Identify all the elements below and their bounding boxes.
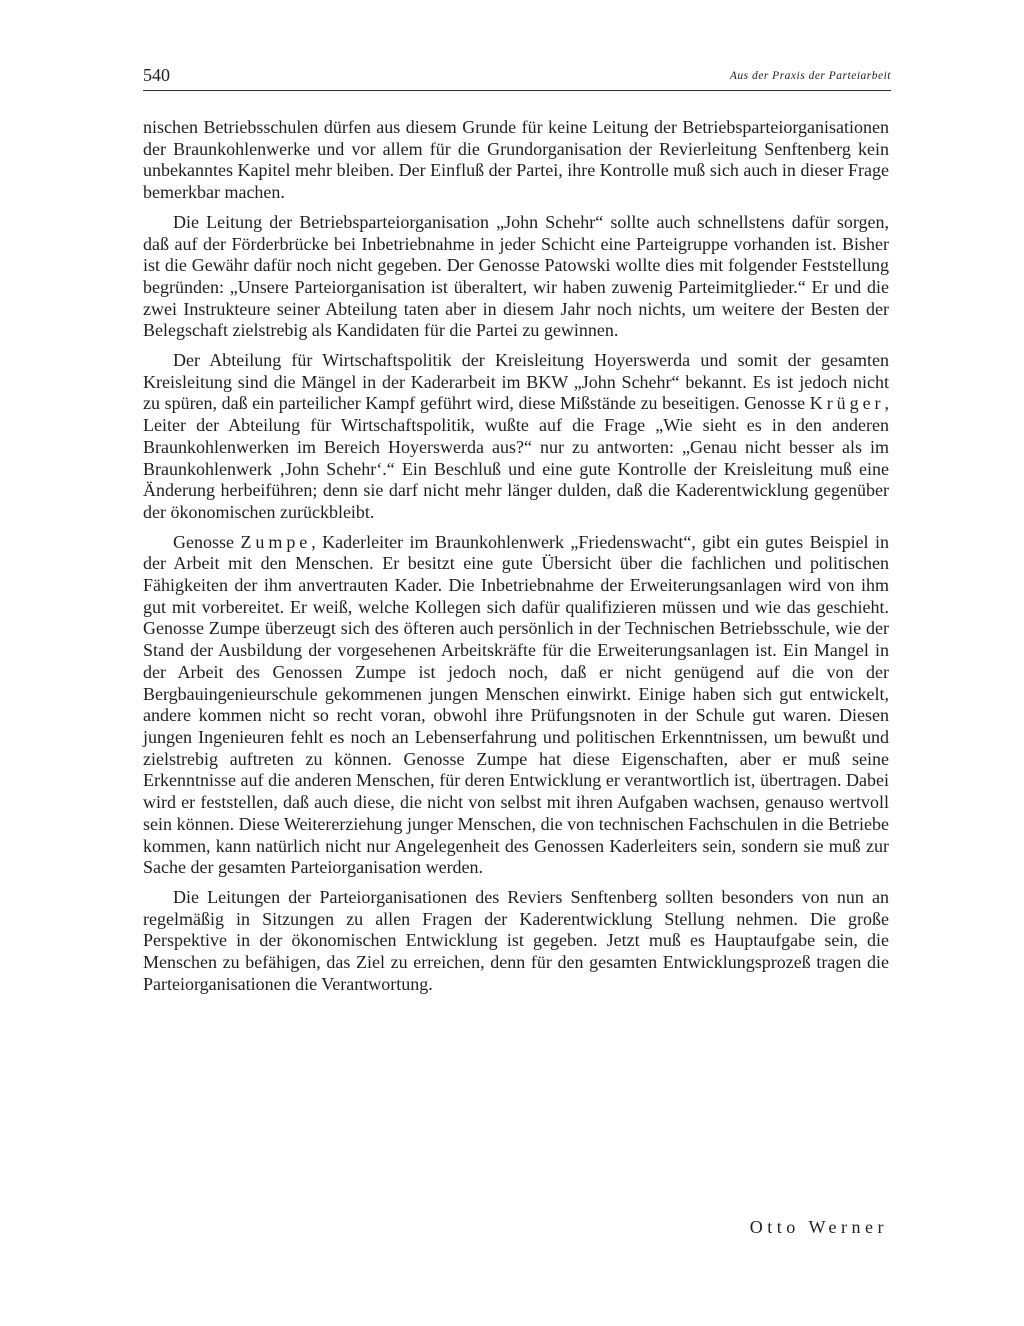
paragraph-4	[143, 532, 889, 879]
paragraph-5: Die Leitungen der Parteiorganisationen des Reviers Senftenberg sollten besonders von nun an regelmäßig in Sitzungen zu allen Fragen der Kaderentwicklung Stellung nehmen. Die große Perspektive in der ökonomischen Entwicklung ist gegeben. Jetzt muß es Hauptaufgabe sein, die Menschen zu befähigen, das Ziel zu erreichen, denn für den gesamten Entwicklungsprozeß tragen die Parteiorganisationen die Verantwortung.	[143, 886, 889, 994]
paragraph-3	[143, 350, 889, 524]
paragraph-1: nischen Betriebsschulen dürfen aus diesem Grunde für keine Leitung der Betriebsparteiorganisationen der Braunkohlenwerke und vor allem für die Grundorganisation der Revierleitung Senftenberg kein unbekanntes Kapitel mehr bleiben. Der Einfluß der Partei, ihre Kontrolle muß sich auch in dieser Frage bemerkbar machen.	[143, 117, 889, 203]
paragraph-4-before: Genosse	[173, 531, 241, 552]
paragraph-2: Die Leitung der Betriebsparteiorganisation „John Schehr“ sollte auch schnellstens dafür sorgen, daß auf der Förderbrücke bei Inbetriebnahme in jeder Schicht eine Parteigruppe vorhanden ist. Bisher ist die Gewähr dafür noch nicht gegeben. Der Genosse Patowski wollte dies mit folgender Feststellung begründen: „Unsere Parteiorganisation ist überaltert, wir haben zuwenig Parteimitglieder.“ Er und die zwei Instrukteure seiner Abteilung taten aber in diesem Jahr noch nichts, um weitere der Besten der Belegschaft zielstrebig als Kandidaten für die Partei zu gewinnen.	[143, 211, 889, 341]
author-signature: Otto Werner	[749, 1217, 888, 1237]
running-head: Aus der Praxis der Parteiarbeit	[729, 70, 891, 82]
article-body	[143, 117, 889, 1003]
person-name-zumpe: Zumpe	[240, 531, 312, 552]
page-header	[143, 64, 891, 91]
paragraph-3-after: , Leiter der Abteilung für Wirtschaftspolitik, wußte auf die Frage „Wie sieht es in den anderen Braunkohlenwerken im Bereich Hoyerswerda aus?“ nur zu antworten: „Genau nicht besser als im Braunkohlenwerk ‚John Schehr‘.“ Ein Beschluß und eine gute Kontrolle der Kreisleitung muß eine Änderung herbeiführen; denn sie darf nicht mehr länger dulden, daß die Kaderentwicklung gegenüber der ökonomischen zurückbleibt.	[143, 393, 889, 522]
paragraph-3-before: Der Abteilung für Wirtschaftspolitik der Kreisleitung Hoyerswerda und somit der gesamten Kreisleitung sind die Mängel in der Kaderarbeit im BKW „John Schehr“ bekannt. Es ist jedoch nicht zu spüren, daß ein parteilicher Kampf geführt wird, diese Mißstände zu beseitigen. Genosse	[143, 350, 889, 414]
paragraph-4-after: , Kaderleiter im Braunkohlenwerk „Friedenswacht“, gibt ein gutes Beispiel in der Arbeit mit den Menschen. Er besitzt eine gute Übersicht über die fachlichen und politischen Fähigkeiten der ihm anvertrauten Kader. Die Inbetriebnahme der Erweiterungsanlagen wird von ihm gut mit vorbereitet. Er weiß, welche Kollegen sich dafür qualifizieren müssen und wie das geschieht. Genosse Zumpe überzeugt sich des öfteren auch persönlich in der Technischen Betriebsschule, wie der Stand der Ausbildung der vorgesehenen Arbeitskräfte für die Erweiterungsanlagen ist. Ein Mangel in der Arbeit des Genossen Zumpe ist jedoch noch, daß er nicht genügend auf die von der Bergbauingenieurschule gekommenen jungen Menschen einwirkt. Einige haben sich gut entwickelt, andere kommen nicht so recht voran, obwohl ihre Prüfungsnoten in der Schule gut waren. Diesen jungen Ingenieuren fehlt es noch an Lebenserfahrung und politischen Erkenntnissen, um bewußt und zielstrebig auftreten zu können. Genosse Zumpe hat diese Eigenschaften, aber er muß seine Erkenntnisse auf die anderen Menschen, für deren Entwicklung er verantwortlich ist, übertragen. Dabei wird er feststellen, daß auch diese, die nicht von selbst mit ihren Aufgaben wachsen, genauso wertvoll sein können. Diese Weitererziehung junger Menschen, die von technischen Fachschulen in die Betriebe kommen, kann natürlich nicht nur Angelegenheit des Genossen Kaderleiters sein, sondern sie muß zur Sache der gesamten Parteiorganisation werden.	[143, 531, 889, 878]
page-number: 540	[143, 65, 170, 85]
person-name-krueger: Krüger	[809, 393, 885, 414]
